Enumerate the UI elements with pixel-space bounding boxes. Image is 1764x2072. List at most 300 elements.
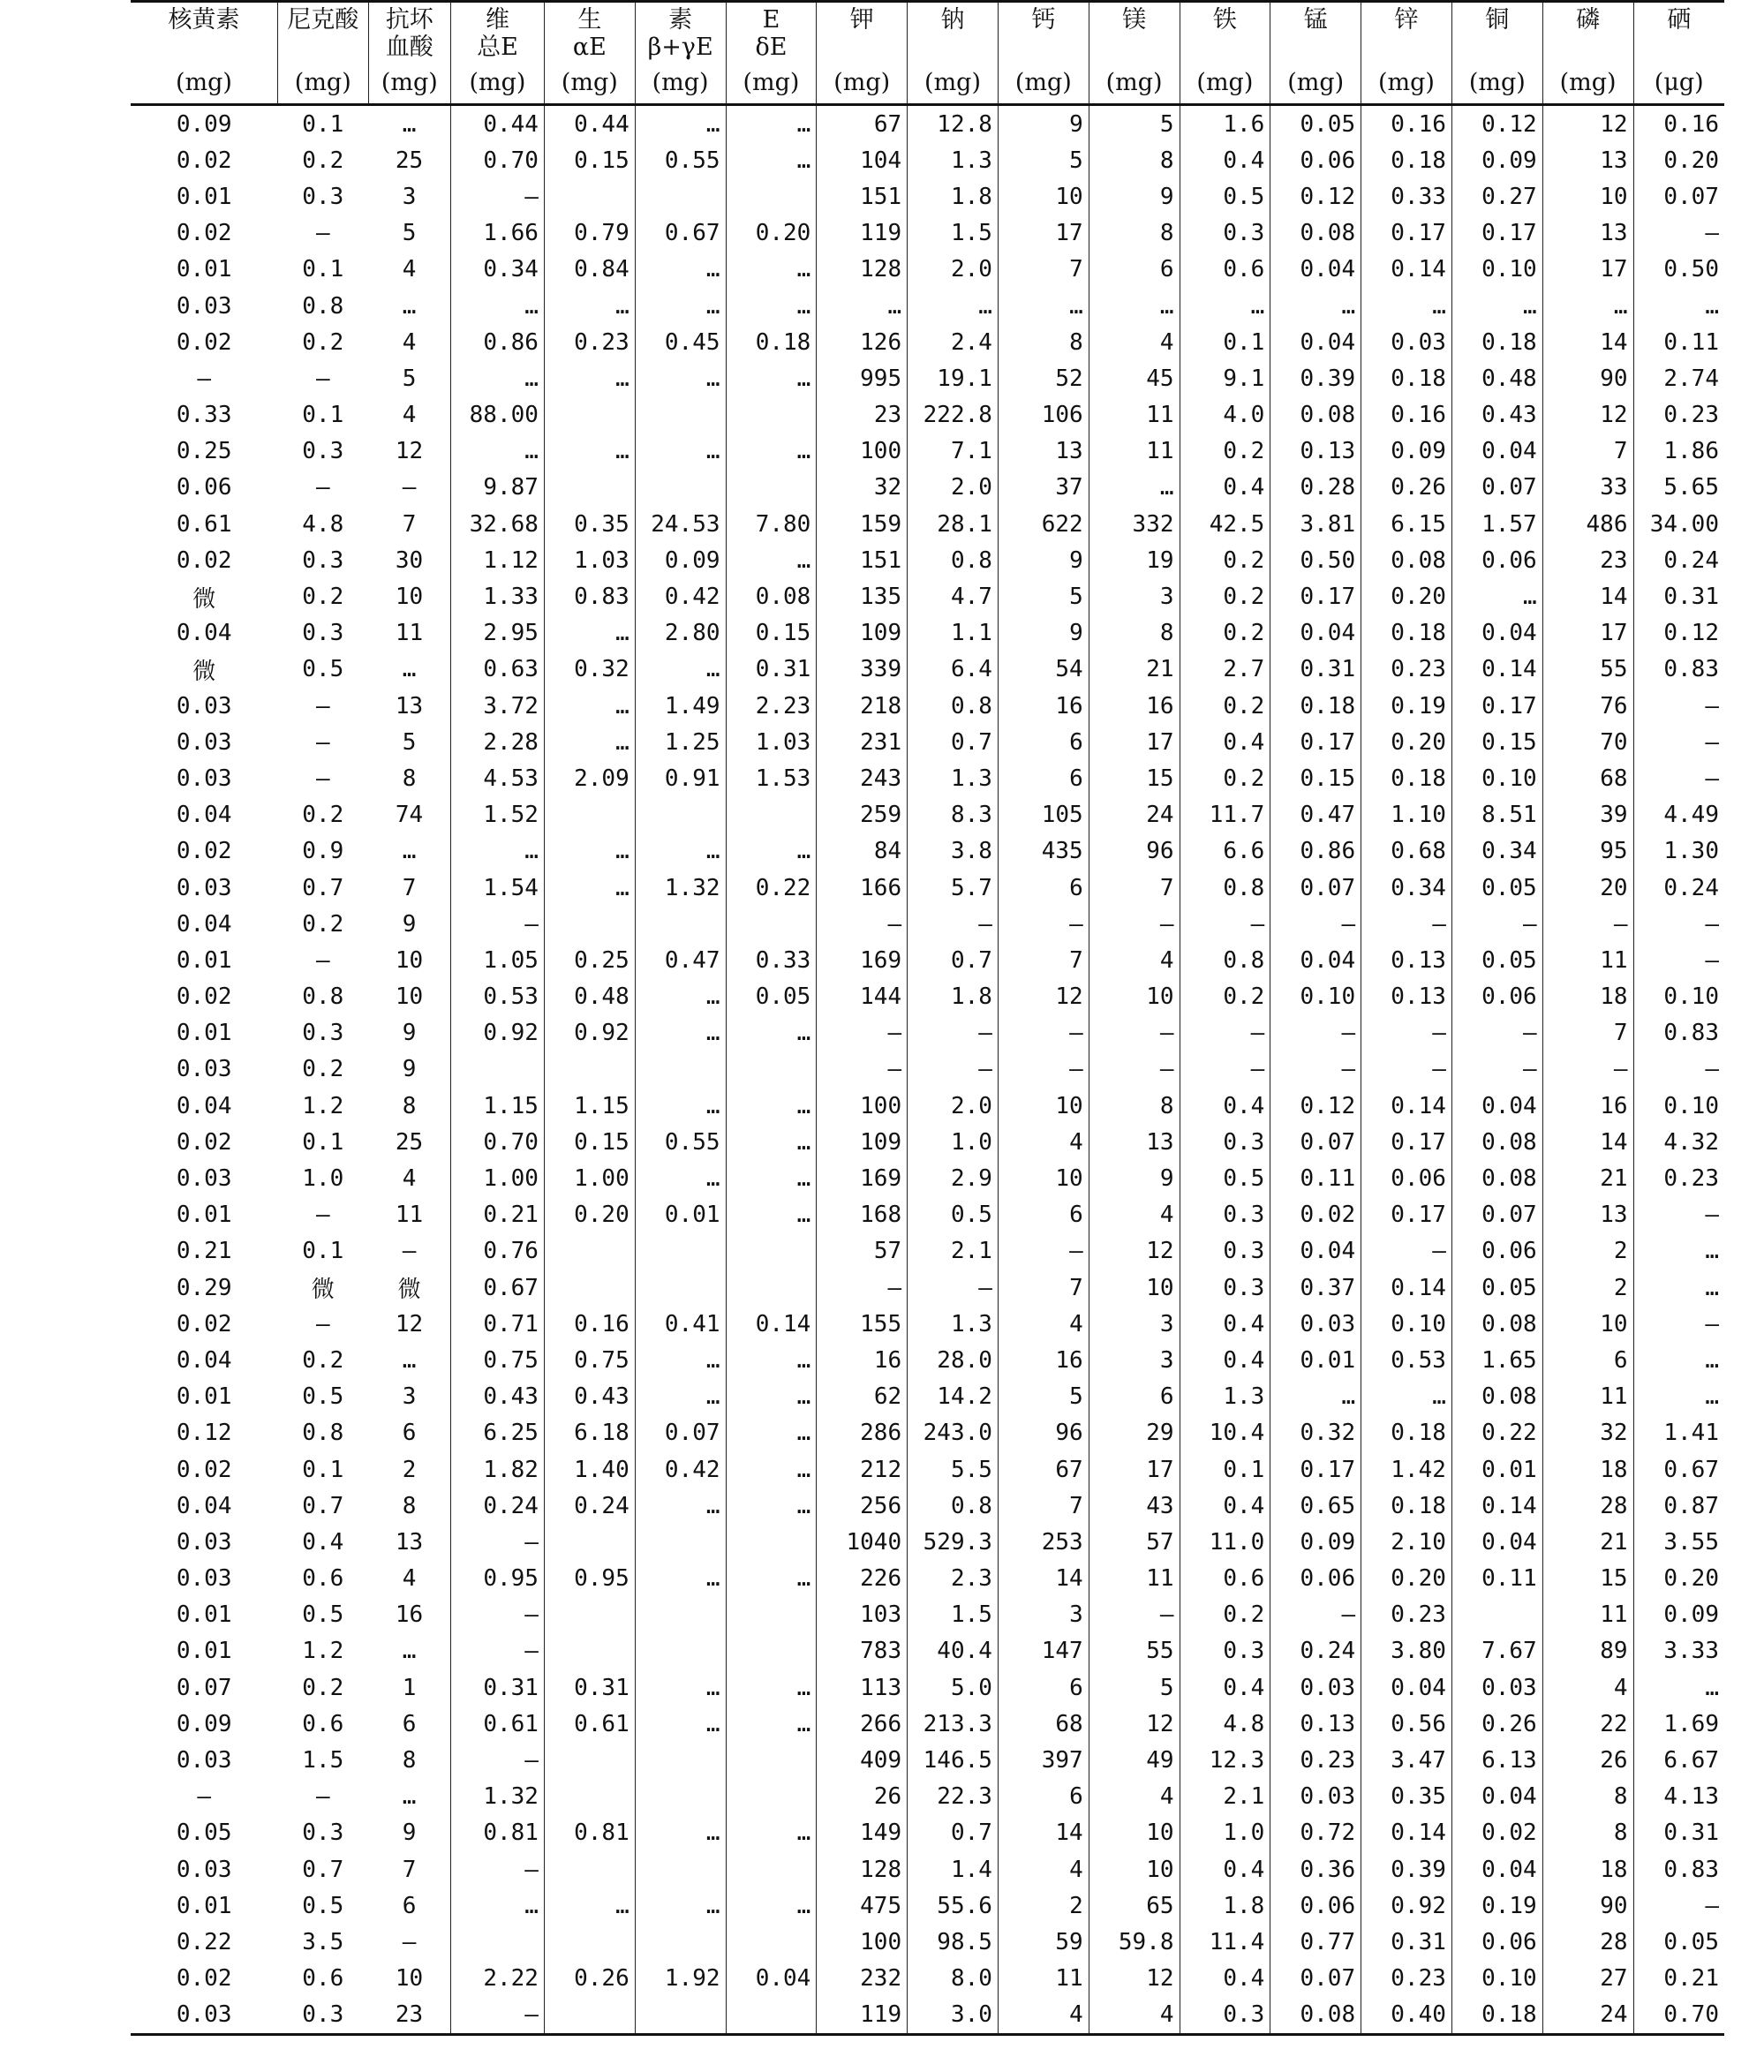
table-cell: 16 (1089, 688, 1180, 724)
table-cell: 397 (998, 1742, 1089, 1778)
table-cell: 10 (395, 946, 424, 974)
table-row (131, 1961, 1724, 1997)
table-cell: 0.03 (176, 1747, 232, 1774)
table-cell: 12 (998, 979, 1089, 1015)
table-cell: 11 (395, 620, 424, 647)
table-cell: 0.5 (302, 1383, 344, 1411)
table-cell (544, 178, 635, 215)
table-cell: 2.80 (635, 615, 726, 652)
table-cell: … (1633, 1270, 1724, 1306)
table-cell: 1.30 (1633, 833, 1724, 870)
table-cell: 3.8 (908, 833, 999, 870)
table-cell: 995 (817, 360, 908, 396)
table-cell (1451, 1597, 1542, 1633)
table-cell: 3.81 (1270, 506, 1361, 542)
table-cell: 3.55 (1633, 1524, 1724, 1560)
column-header-name: 钾 (849, 6, 874, 34)
table-cell: — (450, 1597, 544, 1633)
table-cell: 26 (1542, 1742, 1633, 1778)
table-cell: 0.2 (302, 584, 344, 611)
table-cell: 11.0 (1180, 1524, 1270, 1560)
table-cell: 0.8 (908, 688, 999, 724)
table-cell: 8.0 (908, 1961, 999, 1997)
table-cell: … (544, 833, 635, 870)
table-cell: … (1542, 288, 1633, 324)
table-cell: … (635, 1088, 726, 1124)
table-cell: 0.10 (1451, 252, 1542, 288)
table-cell: 0.84 (544, 252, 635, 288)
table-cell: 0.21 (176, 1238, 232, 1265)
table-row (131, 1779, 1724, 1815)
table-cell: 0.04 (176, 1492, 232, 1519)
table-cell: 90 (1542, 1887, 1633, 1924)
table-cell: 65 (1089, 1887, 1180, 1924)
table-cell: … (908, 288, 999, 324)
table-cell: 8 (1089, 142, 1180, 178)
table-cell: 0.42 (635, 578, 726, 614)
table-cell: 0.23 (1633, 1160, 1724, 1196)
table-cell: — (1089, 906, 1180, 942)
table-cell: 9 (998, 615, 1089, 652)
table-cell: 0.67 (1633, 1451, 1724, 1488)
table-cell: … (726, 1451, 817, 1488)
table-cell: 0.39 (1270, 360, 1361, 396)
table-cell: 1.15 (544, 1088, 635, 1124)
table-cell (635, 470, 726, 506)
table-cell: 0.20 (1361, 724, 1452, 760)
table-cell: 8 (402, 765, 417, 792)
table-cell: … (635, 1669, 726, 1706)
table-cell: — (1542, 906, 1633, 942)
table-cell: 0.09 (1633, 1597, 1724, 1633)
table-cell: 1.03 (726, 724, 817, 760)
table-cell: 0.03 (1270, 1779, 1361, 1815)
table-cell: 0.3 (302, 438, 344, 465)
table-cell: 119 (817, 1997, 908, 2035)
table-cell: … (726, 105, 817, 143)
table-cell: 0.17 (1451, 215, 1542, 252)
table-cell: 13 (1089, 1124, 1180, 1160)
table-cell: 6.67 (1633, 1742, 1724, 1778)
table-cell: 5 (1089, 105, 1180, 143)
table-cell: 2 (402, 1456, 417, 1483)
table-cell: … (544, 870, 635, 906)
table-cell: 0.03 (176, 1565, 232, 1593)
table-cell: 5.7 (908, 870, 999, 906)
table-cell: 6.18 (544, 1415, 635, 1451)
table-cell: 25 (395, 1128, 424, 1156)
column-header (1633, 2, 1724, 105)
table-cell: 0.22 (1451, 1415, 1542, 1451)
table-cell: 62 (817, 1379, 908, 1415)
table-cell: 4.0 (1180, 397, 1270, 433)
table-cell: 0.24 (1633, 542, 1724, 578)
table-cell: 259 (817, 797, 908, 833)
table-cell: — (1361, 1015, 1452, 1051)
table-cell: 0.7 (908, 724, 999, 760)
table-cell: 89 (1542, 1633, 1633, 1669)
table-cell: 0.01 (176, 256, 232, 283)
table-cell: 0.4 (1180, 142, 1270, 178)
table-cell: 0.6 (1180, 252, 1270, 288)
table-cell (726, 1779, 817, 1815)
table-cell: 45 (1089, 360, 1180, 396)
table-cell: … (1089, 470, 1180, 506)
table-cell: — (908, 1270, 999, 1306)
table-cell: — (817, 1270, 908, 1306)
table-cell: … (635, 1342, 726, 1378)
table-cell: … (1633, 1233, 1724, 1270)
table-cell: … (726, 1015, 817, 1051)
table-cell: 0.43 (1451, 397, 1542, 433)
table-cell: 16 (817, 1342, 908, 1378)
table-cell: 0.07 (635, 1415, 726, 1451)
table-cell: — (315, 365, 330, 392)
table-cell: … (726, 542, 817, 578)
table-cell (635, 1597, 726, 1633)
table-cell: 0.04 (726, 1961, 817, 1997)
table-row (131, 542, 1724, 578)
table-cell: 0.92 (450, 1015, 544, 1051)
column-header-name: 钙 (1031, 6, 1056, 34)
table-cell: 0.3 (302, 1020, 344, 1047)
table-row (131, 252, 1724, 288)
table-cell: 113 (817, 1669, 908, 1706)
table-cell: 24 (1089, 797, 1180, 833)
table-cell: 0.3 (1180, 1124, 1270, 1160)
table-cell: 22.3 (908, 1779, 999, 1815)
table-cell: … (726, 833, 817, 870)
table-cell: 55 (1089, 1633, 1180, 1669)
table-cell: 0.4 (1180, 470, 1270, 506)
table-cell: … (1089, 288, 1180, 324)
column-header-unit: (mg) (1559, 69, 1617, 96)
table-cell: 0.06 (1451, 542, 1542, 578)
table-cell: 11 (1542, 1379, 1633, 1415)
table-cell: 0.81 (544, 1815, 635, 1851)
table-cell: 1.65 (1451, 1342, 1542, 1378)
table-cell: 10 (1542, 1306, 1633, 1342)
table-cell: … (1633, 288, 1724, 324)
table-cell: 4.8 (302, 510, 344, 538)
table-cell (450, 1924, 544, 1960)
table-cell: 34.00 (1633, 506, 1724, 542)
table-cell: 0.04 (1451, 1851, 1542, 1887)
table-cell: 0.83 (1633, 1015, 1724, 1051)
table-cell: 0.06 (176, 474, 232, 501)
table-cell: 6 (1089, 252, 1180, 288)
table-cell: 2 (1542, 1270, 1633, 1306)
table-cell: 0.04 (176, 910, 232, 938)
table-cell: 1.12 (450, 542, 544, 578)
table-cell: 0.09 (1361, 433, 1452, 470)
table-cell: — (1633, 215, 1724, 252)
table-cell: 0.8 (302, 983, 344, 1011)
column-header (908, 2, 999, 105)
table-cell: 0.06 (1270, 1561, 1361, 1597)
table-cell: 8.3 (908, 797, 999, 833)
table-cell: 12 (1089, 1961, 1180, 1997)
table-cell: 0.07 (1451, 470, 1542, 506)
column-header-name: 生 αE (572, 6, 607, 61)
table-cell: 11 (1089, 397, 1180, 433)
column-header-name: 锌 (1394, 6, 1419, 34)
table-cell: 0.4 (1180, 724, 1270, 760)
table-cell: — (450, 1633, 544, 1669)
table-cell: 3.33 (1633, 1633, 1724, 1669)
table-row (131, 1379, 1724, 1415)
table-cell: 11.7 (1180, 797, 1270, 833)
table-cell: — (315, 1310, 330, 1337)
table-cell: 0.31 (1270, 652, 1361, 688)
table-cell (726, 178, 817, 215)
table-cell: 0.08 (1270, 397, 1361, 433)
table-cell (726, 1633, 817, 1669)
table-cell: 105 (998, 797, 1089, 833)
table-cell (635, 178, 726, 215)
table-cell: … (450, 1887, 544, 1924)
table-cell: — (1089, 1597, 1180, 1633)
table-cell: — (197, 365, 212, 392)
table-row (131, 578, 1724, 614)
column-header (1089, 2, 1180, 105)
table-cell: … (544, 688, 635, 724)
table-cell: 6 (402, 1420, 417, 1447)
table-row (131, 1124, 1724, 1160)
table-cell: 12.8 (908, 105, 999, 143)
table-cell: 332 (1089, 506, 1180, 542)
table-cell: 10.4 (1180, 1415, 1270, 1451)
table-cell: 98.5 (908, 1924, 999, 1960)
column-header-unit: (mg) (743, 69, 800, 96)
table-cell: 18 (1542, 1851, 1633, 1887)
table-cell: 1.53 (726, 760, 817, 796)
table-cell: 0.14 (1361, 1088, 1452, 1124)
table-cell: — (1180, 1015, 1270, 1051)
table-cell: 2.4 (908, 324, 999, 360)
table-cell: 微 (192, 658, 216, 685)
table-cell: 6 (1089, 1379, 1180, 1415)
table-cell: — (1633, 942, 1724, 978)
table-cell (635, 1233, 726, 1270)
table-cell: 3.72 (450, 688, 544, 724)
table-cell: 6.13 (1451, 1742, 1542, 1778)
table-cell: 0.22 (176, 1928, 232, 1955)
table-cell: 2.0 (908, 252, 999, 288)
table-cell: 12 (1089, 1233, 1180, 1270)
table-cell: 0.22 (726, 870, 817, 906)
table-cell: 0.53 (1361, 1342, 1452, 1378)
column-header-unit: (μg) (1654, 69, 1704, 96)
table-cell (544, 1051, 635, 1088)
table-cell: 0.83 (1633, 1851, 1724, 1887)
table-cell: 12.3 (1180, 1742, 1270, 1778)
table-cell: 0.26 (1361, 470, 1452, 506)
table-cell: 1.2 (302, 1092, 344, 1119)
table-cell: 0.09 (635, 542, 726, 578)
table-cell: 4 (1089, 324, 1180, 360)
table-cell: 68 (1542, 760, 1633, 796)
table-cell: 0.04 (1451, 615, 1542, 652)
table-row (131, 1306, 1724, 1342)
table-cell: 0.28 (1270, 470, 1361, 506)
table-cell: 28 (1542, 1924, 1633, 1960)
table-cell: 7.1 (908, 433, 999, 470)
table-cell: 0.61 (544, 1706, 635, 1742)
column-header-unit: (mg) (294, 69, 351, 96)
table-cell: 0.31 (1361, 1924, 1452, 1960)
column-header-unit: (mg) (1196, 69, 1254, 96)
table-cell: 0.76 (450, 1233, 544, 1270)
table-cell: 0.8 (1180, 942, 1270, 978)
table-cell: 10 (998, 1088, 1089, 1124)
table-cell: — (315, 692, 330, 720)
table-cell: 0.18 (1451, 1997, 1542, 2035)
table-cell: 33 (1542, 470, 1633, 506)
table-cell: 0.17 (1270, 1451, 1361, 1488)
table-cell: … (402, 110, 417, 138)
table-cell: 17 (1542, 615, 1633, 652)
table-cell: 6.6 (1180, 833, 1270, 870)
table-cell: — (450, 1524, 544, 1560)
table-cell: 22 (1542, 1706, 1633, 1742)
table-cell (544, 906, 635, 942)
table-cell: 0.18 (1361, 615, 1452, 652)
table-cell: — (1451, 1015, 1542, 1051)
table-cell: 32 (1542, 1415, 1633, 1451)
table-cell: 0.18 (1270, 688, 1361, 724)
table-cell: 0.32 (544, 652, 635, 688)
table-cell: 128 (817, 1851, 908, 1887)
table-cell: 27 (1542, 1961, 1633, 1997)
table-cell: 6.4 (908, 652, 999, 688)
table-cell: 232 (817, 1961, 908, 1997)
table-cell: 4 (402, 1565, 417, 1593)
table-cell: — (1633, 724, 1724, 760)
table-cell: 4 (998, 1124, 1089, 1160)
table-cell: 2.09 (544, 760, 635, 796)
column-header-name: 铁 (1212, 6, 1237, 34)
table-cell: 9 (402, 910, 417, 938)
table-cell: — (315, 1202, 330, 1229)
table-cell: 0.18 (1361, 360, 1452, 396)
table-cell: 15 (1089, 760, 1180, 796)
table-cell: 1.40 (544, 1451, 635, 1488)
table-cell: 21 (1542, 1160, 1633, 1196)
table-cell: … (1270, 1379, 1361, 1415)
table-cell: 0.02 (176, 220, 232, 247)
table-cell: 0.8 (302, 292, 344, 320)
table-cell: 0.47 (635, 942, 726, 978)
table-cell: 0.3 (1180, 215, 1270, 252)
table-cell: 226 (817, 1561, 908, 1597)
table-cell (635, 797, 726, 833)
table-cell: — (908, 1051, 999, 1088)
table-cell: 0.10 (1270, 979, 1361, 1015)
table-cell: 0.86 (450, 324, 544, 360)
table-cell: 0.67 (635, 215, 726, 252)
table-cell: 9 (402, 1056, 417, 1083)
table-cell: 2.10 (1361, 1524, 1452, 1560)
table-cell: 11.4 (1180, 1924, 1270, 1960)
table-cell (544, 1524, 635, 1560)
table-cell: 7 (1542, 1015, 1633, 1051)
table-cell: … (726, 1706, 817, 1742)
table-cell: 0.03 (176, 765, 232, 792)
table-cell: 169 (817, 942, 908, 978)
table-cell: … (635, 1815, 726, 1851)
table-row (131, 1633, 1724, 1669)
table-cell: 1.2 (302, 1638, 344, 1665)
table-cell: 1.49 (635, 688, 726, 724)
table-cell: — (1361, 1051, 1452, 1088)
table-cell: 微 (192, 585, 216, 613)
column-header-name: 尼克酸 (287, 6, 359, 34)
table-cell: — (908, 1015, 999, 1051)
table-cell: 11 (998, 1961, 1089, 1997)
table-row (131, 1088, 1724, 1124)
table-cell: 0.16 (1361, 105, 1452, 143)
table-cell: 55 (1542, 652, 1633, 688)
table-cell: 1.6 (1180, 105, 1270, 143)
column-header-unit: (mg) (1468, 69, 1526, 96)
table-cell: 0.4 (1180, 1306, 1270, 1342)
table-cell: … (726, 288, 817, 324)
table-cell: … (544, 724, 635, 760)
table-cell: 70 (1542, 724, 1633, 760)
table-cell: 119 (817, 215, 908, 252)
table-row (131, 178, 1724, 215)
table-cell: 6 (998, 724, 1089, 760)
table-cell: 1.0 (302, 1165, 344, 1193)
table-cell: 0.01 (176, 1892, 232, 1919)
table-cell: 0.18 (726, 324, 817, 360)
table-row (131, 1706, 1724, 1742)
table-cell: 0.6 (1180, 1561, 1270, 1597)
table-cell: 0.34 (1361, 870, 1452, 906)
table-cell: 0.12 (1633, 615, 1724, 652)
table-cell: 4.49 (1633, 797, 1724, 833)
table-cell (726, 470, 817, 506)
table-cell: 0.31 (1633, 578, 1724, 614)
table-cell: 6 (998, 1669, 1089, 1706)
table-cell: 0.02 (176, 147, 232, 174)
table-cell: 155 (817, 1306, 908, 1342)
table-cell: 84 (817, 833, 908, 870)
table-cell: 13 (395, 1528, 424, 1556)
table-cell: 0.43 (544, 1379, 635, 1415)
table-row (131, 397, 1724, 433)
table-cell (544, 1924, 635, 1960)
table-cell: 0.67 (450, 1270, 544, 1306)
table-cell: 95 (1542, 833, 1633, 870)
table-cell: 0.37 (1270, 1270, 1361, 1306)
table-cell: 0.70 (450, 1124, 544, 1160)
table-cell: 0.27 (1451, 178, 1542, 215)
table-cell: 16 (998, 688, 1089, 724)
table-cell: 1.00 (544, 1160, 635, 1196)
table-cell: 12 (1089, 1706, 1180, 1742)
table-cell: — (817, 1051, 908, 1088)
table-cell: 213.3 (908, 1706, 999, 1742)
table-cell: 14 (1542, 324, 1633, 360)
table-cell: 1.52 (450, 797, 544, 833)
table-cell: 0.1 (302, 256, 344, 283)
table-cell: 18 (1542, 1451, 1633, 1488)
table-cell: 0.09 (176, 1710, 232, 1737)
table-cell: 0.03 (176, 292, 232, 320)
table-cell: 1.8 (1180, 1887, 1270, 1924)
